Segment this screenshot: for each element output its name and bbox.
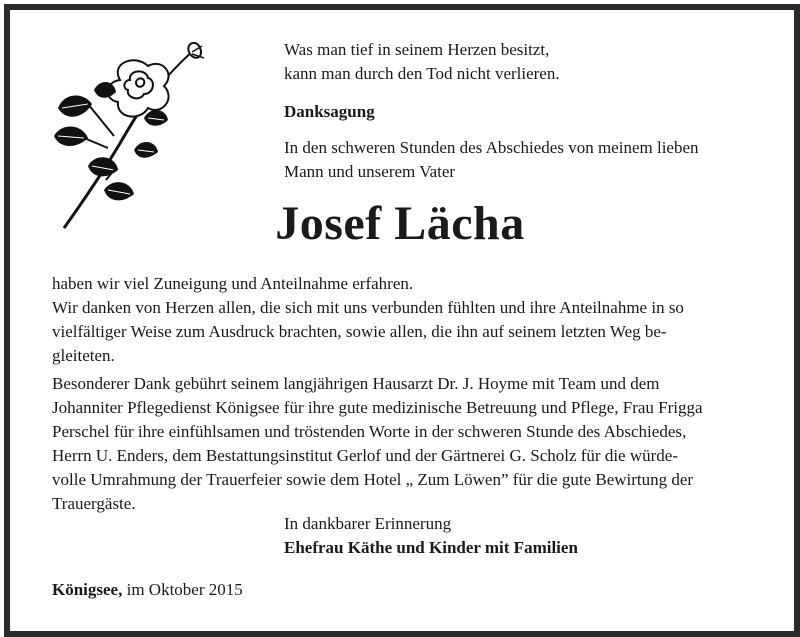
paragraph-line: Perschel für ihre einfühlsamen und tröstenden Worte in der schweren Stunde des Abschiedes, — [52, 422, 687, 441]
paragraph-line: vielfältiger Weise zum Ausdruck brachten, sowie allen, die ihn auf seinem letzten Weg be- — [52, 322, 667, 341]
deceased-name: Josef Lächa — [275, 197, 525, 250]
intro-line: Mann und unserem Vater — [284, 162, 456, 181]
heading-danksagung: Danksagung — [284, 102, 375, 121]
paragraph-line: Johanniter Pflegedienst Königsee für ihre gute medizinische Betreuung und Pflege, Frau Frigga — [52, 398, 703, 417]
intro-line: In den schweren Stunden des Abschiedes von meinem lieben — [284, 138, 699, 157]
paragraph-line: haben wir viel Zuneigung und Anteilnahme erfahren. — [52, 274, 414, 293]
paragraph-line: volle Umrahmung der Trauerfeier sowie dem Hotel „ Zum Löwen” für die gute Bewirtung der — [52, 470, 694, 489]
paragraph-line: Besonderer Dank gebührt seinem langjährigen Hausarzt Dr. J. Hoyme mit Team und dem — [52, 374, 660, 393]
motto-line: kann man durch den Tod nicht verlieren. — [284, 64, 560, 83]
motto-verse — [284, 38, 560, 86]
place-date — [52, 578, 243, 602]
intro-text — [284, 136, 754, 184]
paragraph-line: Trauergäste. — [52, 494, 136, 513]
place-city: Königsee, — [52, 580, 123, 599]
closing-signature — [284, 512, 578, 560]
family-signature: Ehefrau Käthe und Kinder mit Familien — [284, 538, 578, 557]
paragraph-special-thanks — [52, 372, 752, 516]
paragraph-line: Wir danken von Herzen allen, die sich mit uns verbunden fühlten und ihre Anteilnahme in so — [52, 298, 684, 317]
paragraph-thanks — [52, 272, 752, 368]
closing-line: In dankbarer Erinnerung — [284, 514, 452, 533]
place-date-text: im Oktober 2015 — [126, 580, 243, 599]
paragraph-line: Herrn U. Enders, dem Bestattungsinstitut Gerlof und der Gärtnerei G. Scholz für die würde- — [52, 446, 678, 465]
paragraph-line: gleiteten. — [52, 346, 115, 365]
motto-line: Was man tief in seinem Herzen besitzt, — [284, 40, 550, 59]
